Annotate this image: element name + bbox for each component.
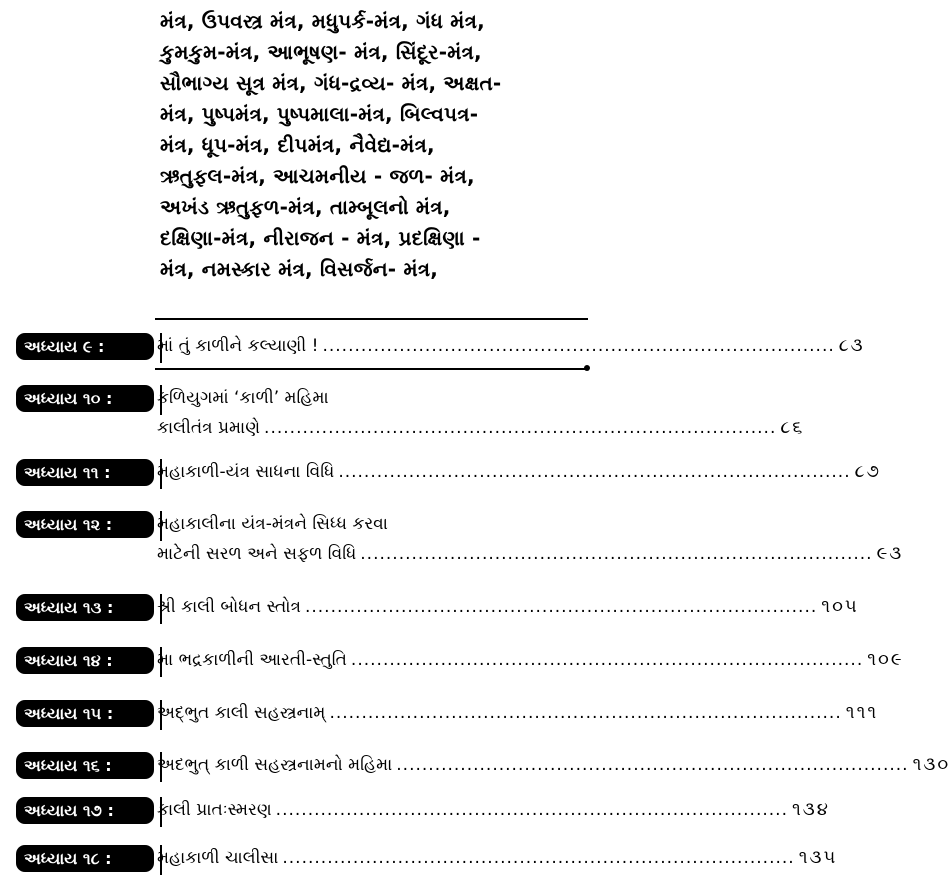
page-number: ૮૩ (838, 335, 865, 356)
dot-leader: ................................................................................ (329, 703, 842, 723)
chapter-badge: અધ્યાય ૧૫ : (16, 700, 154, 727)
dot-leader: ................................................................................ (275, 800, 788, 820)
page-number: ૧૩૪ (791, 799, 830, 820)
chapter-badge: અધ્યાય ૧૨ : (16, 511, 154, 538)
page-number: ૧૦૫ (821, 596, 859, 617)
dot-leader: ................................................................................ (360, 544, 873, 564)
divider-dot (584, 365, 590, 371)
chapter-badge: અધ્યાય ૯ : (16, 333, 154, 360)
chapter-title: અદ્ભુત કાલી સહસ્ત્રનામ્ (157, 703, 326, 723)
dot-leader: ................................................................................ (264, 418, 777, 438)
chapter-title: મહાકાળી-યંત્ર સાધના વિધિ (157, 462, 335, 482)
chapter-title: કાલી પ્રાતઃસ્મરણ (157, 800, 272, 820)
page-number: ૧૩૫ (798, 847, 838, 868)
chapter-title-line (157, 509, 582, 539)
intro-line: મંત્ર, ઉપવસ્ત્ર મંત્ર, મધુપર્ક-મંત્ર, ગંધ મંત્ર, (160, 9, 485, 33)
chapter-title: શ્રી કાલી બોધન સ્તોત્ર (157, 597, 301, 617)
chapter-title: માં તું કાળીને કલ્યાણી ! (157, 336, 319, 356)
chapter-title: અદભુત્ કાળી સહસ્ત્રનામનો મહિમા (157, 755, 393, 775)
page-number: ૧૦૯ (867, 649, 904, 670)
chapter-badge: અધ્યાય ૧૮ : (16, 845, 154, 872)
intro-line: દક્ષિણા-મંત્ર, નીરાજન - મંત્ર, પ્રદક્ષિણા - (160, 226, 481, 250)
dot-leader: ................................................................................ (396, 755, 909, 775)
chapter-title: મહાકાળી ચાલીસા (157, 848, 279, 868)
dot-leader: ................................................................................ (282, 848, 795, 868)
chapter-title-line (157, 413, 805, 443)
section-divider (155, 318, 588, 320)
chapter-title-line (157, 750, 950, 780)
page-number: ૯૩ (876, 543, 904, 564)
chapter-title: કાલીતંત્ર પ્રમાણે (157, 418, 261, 438)
chapter-title: માટેની સરળ અને સફળ વિધિ (157, 544, 357, 564)
chapter-badge: અધ્યાય ૧૬ : (16, 752, 154, 779)
chapter-title: મા ભદ્રકાળીની આરતી-સ્તુતિ (157, 650, 347, 670)
chapter-badge: અધ્યાય ૧૧ : (16, 459, 154, 486)
chapter-badge: અધ્યાય ૧૩ : (16, 594, 154, 621)
chapter-title-line (157, 539, 904, 569)
chapter-badge: અધ્યાય ૧૪ : (16, 647, 154, 674)
chapter-title: કળિયુગમાં ‘કાળી’ મહિમા (157, 388, 329, 408)
page-number: ૮૬ (780, 417, 805, 438)
dot-leader: ................................................................................ (322, 336, 835, 356)
chapter-title-line (157, 645, 904, 675)
chapter-title-line (157, 592, 859, 622)
page-number: ૧૧૧ (845, 702, 879, 723)
chapter-badge: અધ્યાય ૧૦ : (16, 385, 154, 412)
chapter-title-line (157, 383, 582, 413)
dot-leader: ................................................................................ (304, 597, 818, 617)
intro-line: અખંડ ઋતુફળ-મંત્ર, તામ્બૂલનો મંત્ર, (160, 195, 451, 219)
page-number: ૧૩૦ (912, 754, 950, 775)
intro-paragraph (160, 6, 590, 285)
chapter-title-line (157, 843, 838, 873)
chapter-title-line (157, 331, 865, 361)
intro-line: મંત્ર, ધૂપ-મંત્ર, દીપમંત્ર, નૈવેદ્ય-મંત્ર, (160, 133, 435, 157)
intro-line: ઋતુફલ-મંત્ર, આચમનીય - જળ- મંત્ર, (160, 164, 475, 188)
chapter-title-line (157, 795, 830, 825)
intro-line: મંત્ર, પુષ્પમંત્ર, પુષ્પમાલા-મંત્ર, બિલ્વપત્ર- (160, 102, 479, 126)
chapter-badge: અધ્યાય ૧૭ : (16, 797, 154, 824)
intro-line: કુમકુમ-મંત્ર, આભૂષણ- મંત્ર, સિંદૂર-મંત્ર, (160, 40, 482, 64)
dot-leader: ................................................................................ (338, 462, 851, 482)
section-divider (155, 368, 588, 370)
chapter-title: મહાકાલીના યંત્ર-મંત્રને સિધ્ધ કરવા (157, 514, 388, 534)
intro-line: મંત્ર, નમસ્કાર મંત્ર, વિસર્જન- મંત્ર, (160, 257, 439, 281)
dot-leader: ................................................................................ (350, 650, 864, 670)
chapter-title-line (157, 457, 882, 487)
page-number: ૮૭ (854, 461, 882, 482)
chapter-title-line (157, 698, 879, 728)
intro-line: સૌભાગ્ય સૂત્ર મંત્ર, ગંધ-દ્રવ્ય- મંત્ર, અક્ષત- (160, 71, 502, 95)
